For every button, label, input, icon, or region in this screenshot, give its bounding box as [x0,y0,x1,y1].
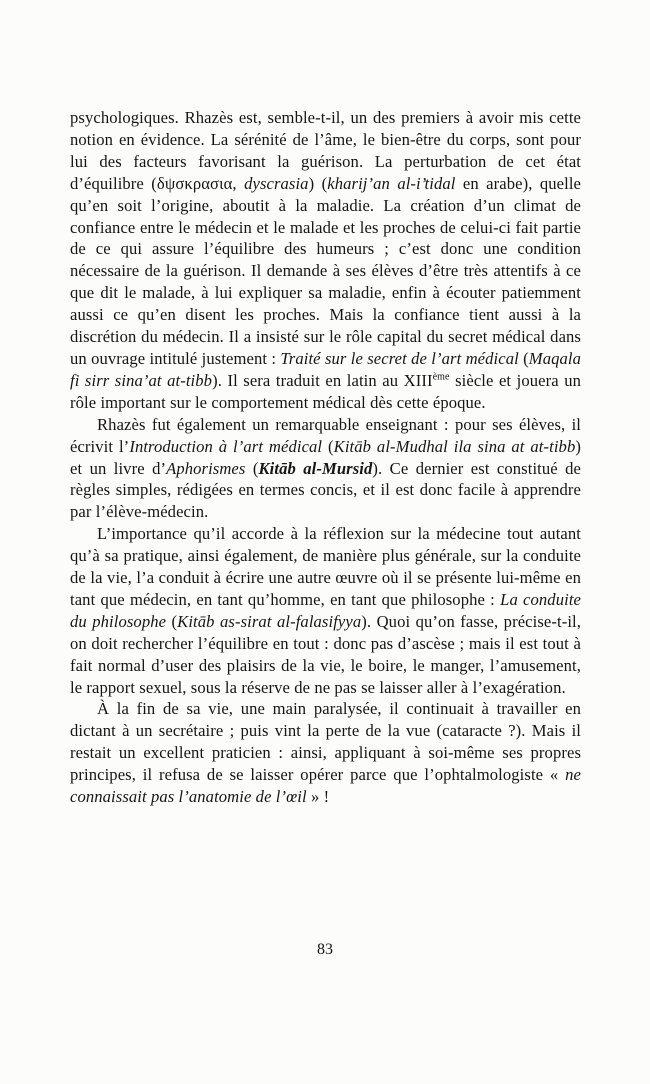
paragraph [70,414,581,524]
italic-text-segment: kharij’an al-i’tidal [327,173,456,193]
text-segment: Rhazès fut également un remarquable enseignant : pour ses élèves, il écrivit l’ [70,414,581,456]
bold-italic-text-segment: Kitāb al-Mursid [258,458,373,478]
text-segment: ). Quoi qu’on fasse, précise-t-il, on doit rechercher l’équilibre en tout : donc pas d’ascèse ; mais il est tout à fait normal d’user des plaisirs de la vie, le boire, le manger, l’amusement, le rapport sexuel, sous la réserve de ne pas se laisser aller à l’exagération. [70,611,581,697]
page-number: 83 [317,941,333,958]
italic-text-segment: dyscrasia [244,173,309,193]
italic-text-segment: Traité sur le secret de l’art médical [280,348,519,368]
italic-text-segment: La conduite du philosophe [70,589,581,631]
text-segment: ) ( [308,173,328,193]
italic-text-segment: ne connaissait pas l’anatomie de l’œil [70,765,581,807]
text-segment: ) et un livre d’ [70,436,581,478]
text-segment: ( [166,611,178,631]
italic-text-segment: Maqala fi sirr sina’at at-tibb [70,348,582,390]
page-text [70,107,581,808]
text-segment: psychologiques. Rhazès est, semble-t-il, un des premiers à avoir mis cette notion en évidence. La sérénité de l’âme, le bien-être du corps, sont pour lui des facteurs favorisant la guérison. La perturbation de cet état d’équilibre (δψσκρασια, [70,108,581,193]
italic-text-segment: Aphorismes [166,458,246,478]
italic-text-segment: Kitāb al-Mudhal ila sina at at-tibb [333,436,576,456]
text-segment: en arabe), quelle qu’en soit l’origine, aboutit à la maladie. La création d’un climat de confiance entre le médecin et le malade et les proches de celui-ci fait partie de ce qui assure l’équilibre des humeurs ; c’est donc une condition nécessaire de la guérison. Il demande à ses élèves d’être très attentifs à ce que dit le malade, à lui expliquer sa maladie, enfin à écouter patiemment aussi ce qu’en disent les proches. Mais la confiance tient aussi à la discrétion du médecin. Il a insisté sur le rôle capital du secret médical dans un ouvrage intitulé justement : [70,173,581,368]
superscript-ordinal: ème [432,371,450,383]
italic-text-segment: Kitāb as-sirat al-falasifyya [177,611,362,631]
text-segment: ). Il sera traduit en latin au XIII [212,370,433,390]
text-segment: ). Ce dernier est constitué de règles simples, rédigées en termes concis, et il est donc facile à apprendre par l’élève-médecin. [70,458,581,522]
text-segment: » ! [306,787,330,807]
paragraph [70,698,581,808]
text-segment: À la fin de sa vie, une main paralysée, il continuait à travailler en dictant à un secrétaire ; puis vint la perte de la vue (cataracte ?). Mais il restait un excellent praticien : ainsi, appliquant à soi-même ses propres principes, il refusa de se laisser opérer parce que l’ophtalmologiste « [70,699,581,785]
paragraph [70,523,581,698]
text-segment: siècle et jouera un rôle important sur le comportement médical dès cette époque. [70,370,581,412]
paragraph [70,107,581,414]
text-segment: ( [322,436,334,456]
italic-text-segment: Introduction à l’art médical [129,436,323,456]
text-segment: L’importance qu’il accorde à la réflexion sur la médecine tout autant qu’à sa pratique, ainsi également, de manière plus générale, sur la conduite de la vie, l’a conduit à écrire une autre œuvre où il se présente lui-même en tant que médecin, en tant qu’homme, en tant que philosophe : [70,524,581,609]
text-segment: ( [518,348,529,368]
text-segment: ( [245,458,259,478]
